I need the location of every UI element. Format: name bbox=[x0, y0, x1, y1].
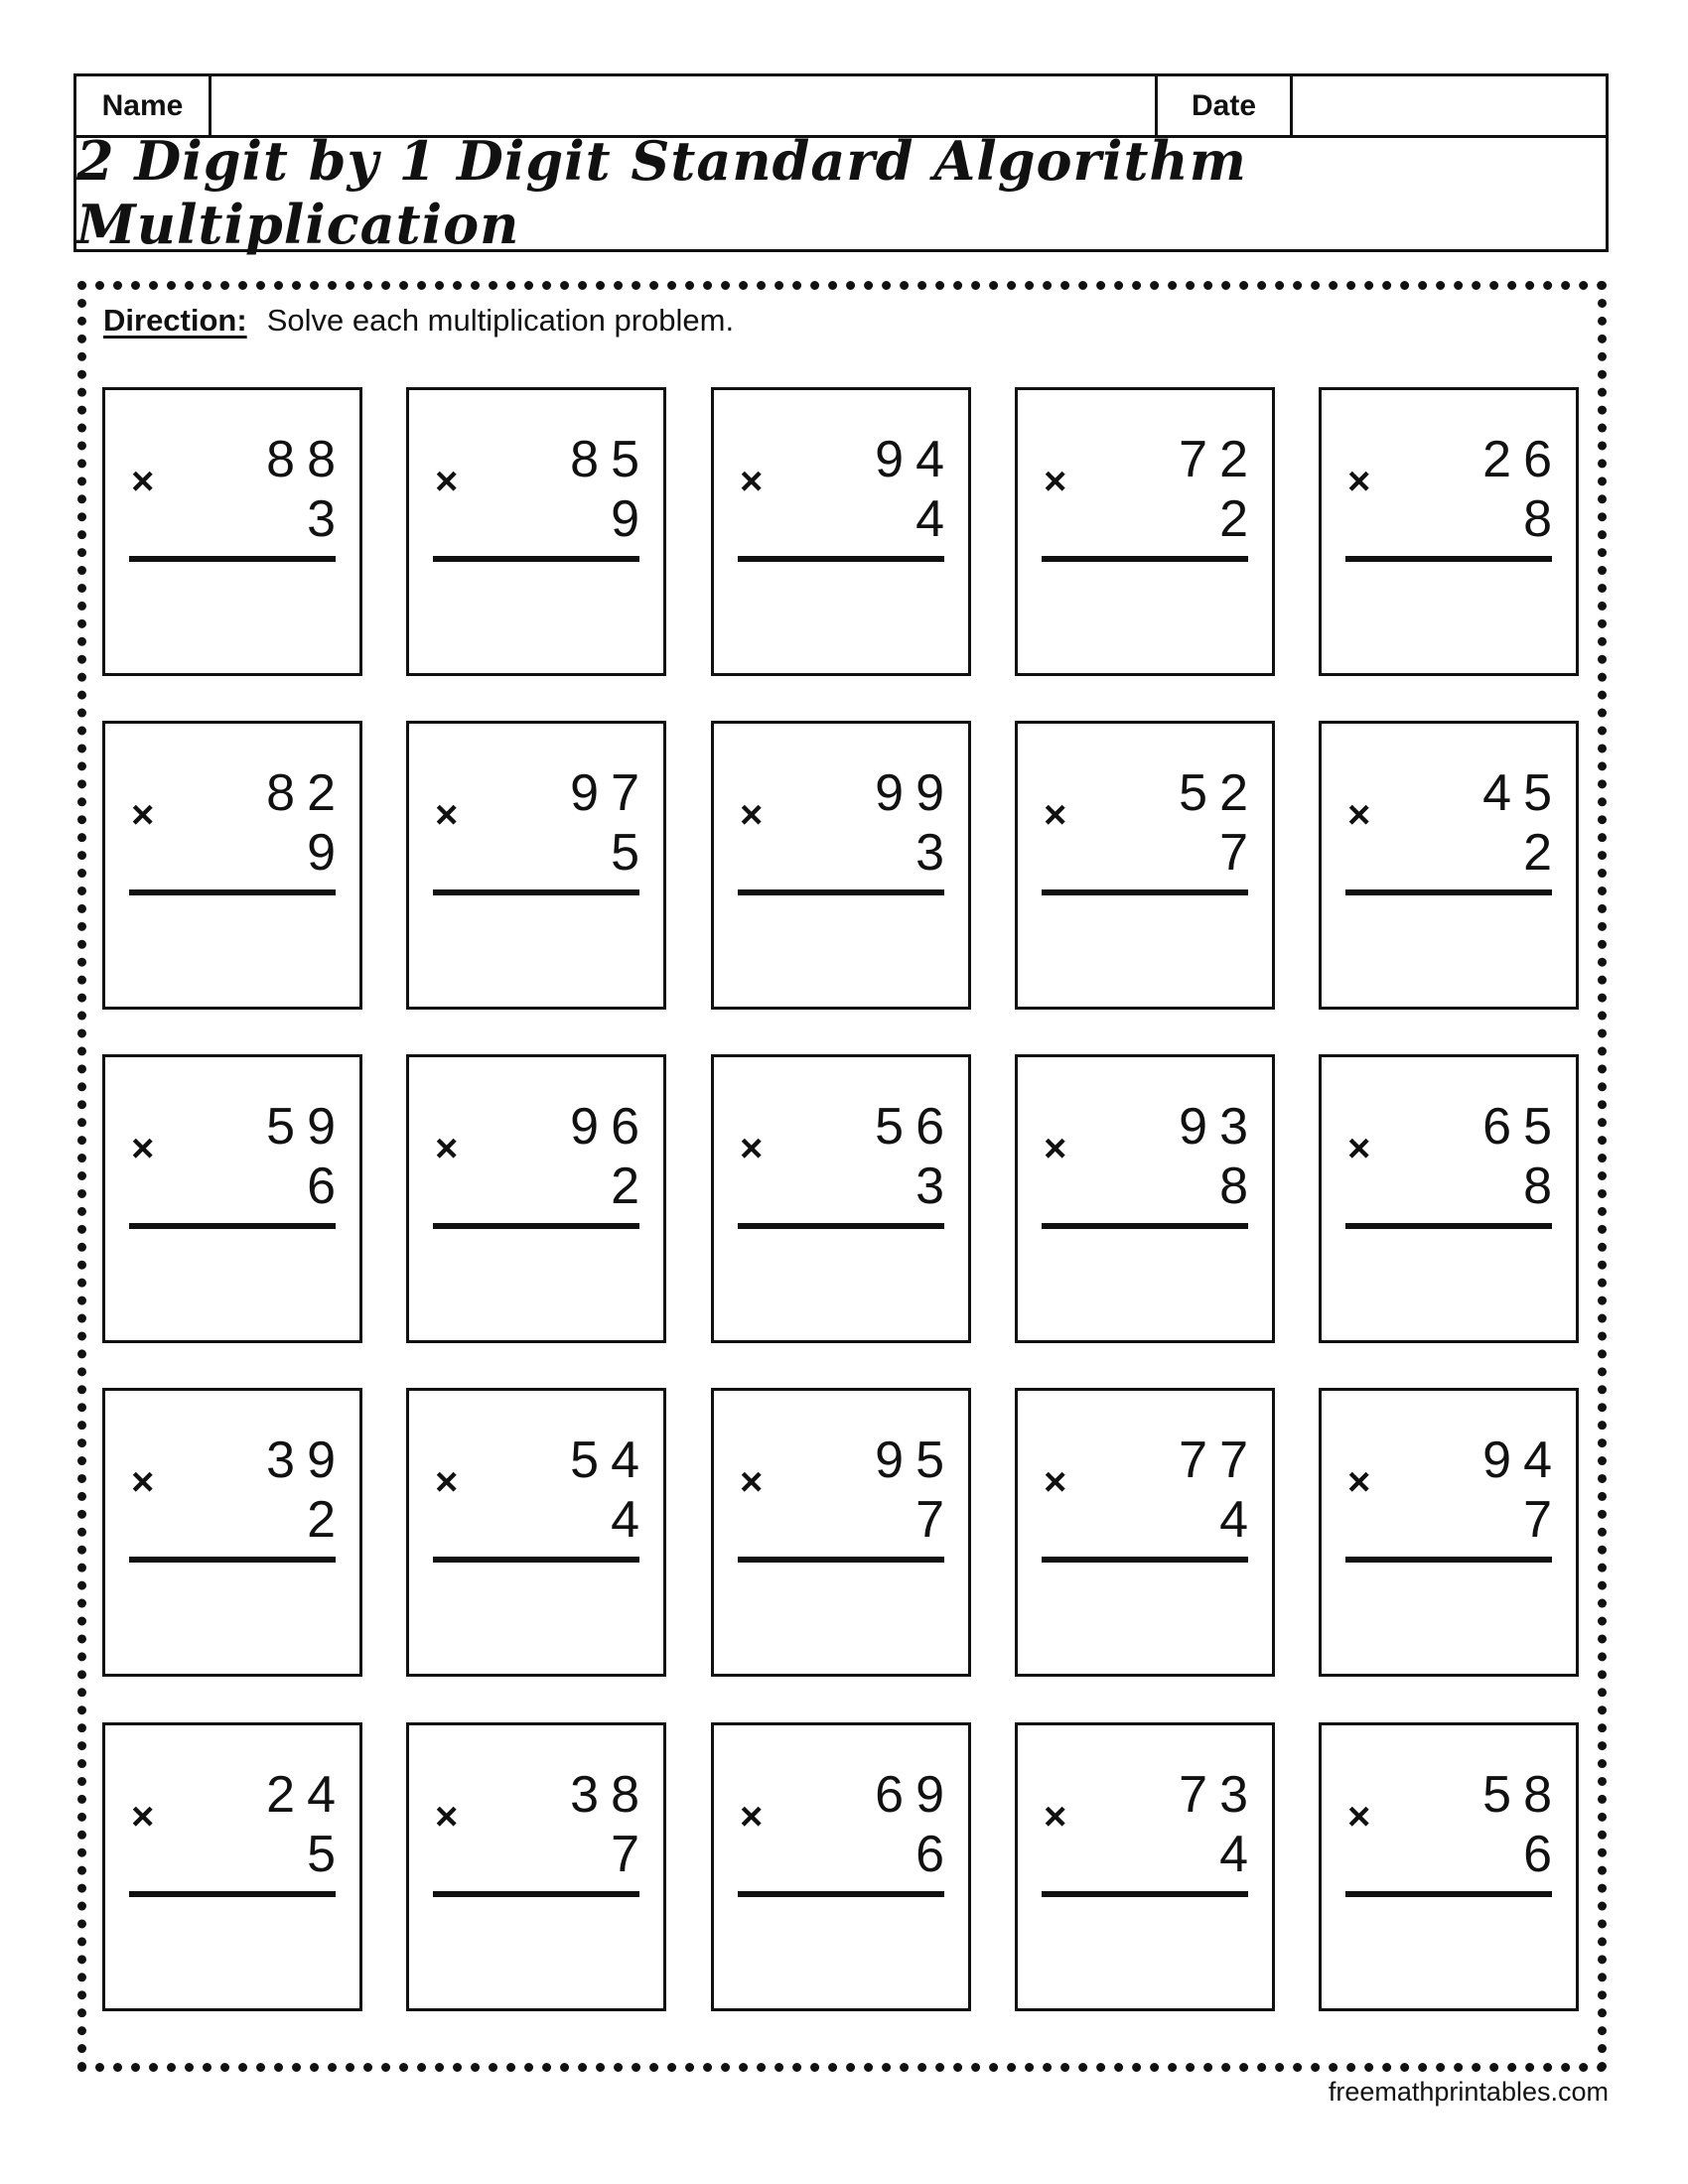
multiplicand: 96 bbox=[570, 1098, 651, 1156]
multiply-sign: × bbox=[1044, 1795, 1067, 1839]
problem-box[interactable] bbox=[711, 721, 971, 1010]
multiply-sign: × bbox=[131, 1795, 155, 1839]
multiplicand: 73 bbox=[1179, 1766, 1260, 1824]
date-field[interactable] bbox=[1293, 76, 1606, 135]
multiplier: 7 bbox=[915, 1491, 956, 1549]
multiply-sign: × bbox=[435, 1795, 459, 1839]
date-label: Date bbox=[1191, 88, 1257, 122]
multiplier: 2 bbox=[611, 1158, 651, 1215]
answer-line bbox=[433, 556, 639, 562]
multiplicand: 95 bbox=[875, 1432, 956, 1489]
direction-label: Direction: bbox=[103, 303, 247, 338]
multiply-sign: × bbox=[1347, 1127, 1371, 1170]
answer-line bbox=[1042, 889, 1248, 895]
multiplicand: 26 bbox=[1482, 431, 1564, 488]
multiplier: 6 bbox=[1523, 1826, 1564, 1883]
multiply-sign: × bbox=[435, 1460, 459, 1504]
multiplicand: 54 bbox=[570, 1432, 651, 1489]
multiply-sign: × bbox=[435, 793, 459, 837]
problem-box[interactable] bbox=[1015, 1722, 1275, 2011]
multiplier: 8 bbox=[1523, 1158, 1564, 1215]
problem-box[interactable] bbox=[102, 387, 362, 676]
multiplier: 9 bbox=[307, 824, 348, 882]
answer-line bbox=[1042, 556, 1248, 562]
problem-box[interactable] bbox=[406, 1054, 666, 1343]
multiply-sign: × bbox=[1347, 1795, 1371, 1839]
multiplicand: 69 bbox=[875, 1766, 956, 1824]
multiplier: 4 bbox=[1219, 1826, 1260, 1883]
multiply-sign: × bbox=[131, 1460, 155, 1504]
multiplicand: 85 bbox=[570, 431, 651, 488]
multiplier: 4 bbox=[1219, 1491, 1260, 1549]
problem-box[interactable] bbox=[711, 387, 971, 676]
answer-line bbox=[433, 1557, 639, 1563]
multiply-sign: × bbox=[131, 460, 155, 503]
multiplier: 7 bbox=[611, 1826, 651, 1883]
answer-line bbox=[1345, 556, 1552, 562]
multiplicand: 93 bbox=[1179, 1098, 1260, 1156]
answer-line bbox=[1042, 1557, 1248, 1563]
direction bbox=[103, 303, 734, 339]
multiplier: 7 bbox=[1219, 824, 1260, 882]
multiplicand: 59 bbox=[266, 1098, 348, 1156]
problem-box[interactable] bbox=[102, 1388, 362, 1677]
multiply-sign: × bbox=[1347, 460, 1371, 503]
problem-box[interactable] bbox=[102, 1054, 362, 1343]
multiplicand: 88 bbox=[266, 431, 348, 488]
answer-line bbox=[738, 1223, 944, 1229]
problem-box[interactable] bbox=[1319, 387, 1579, 676]
multiplier: 5 bbox=[611, 824, 651, 882]
multiplier: 2 bbox=[1523, 824, 1564, 882]
problem-box[interactable] bbox=[1319, 1388, 1579, 1677]
multiplicand: 82 bbox=[266, 764, 348, 822]
multiplicand: 24 bbox=[266, 1766, 348, 1824]
multiplier: 3 bbox=[915, 824, 956, 882]
problem-box[interactable] bbox=[1015, 721, 1275, 1010]
problem-box[interactable] bbox=[711, 1054, 971, 1343]
answer-line bbox=[1345, 1223, 1552, 1229]
multiplier: 6 bbox=[307, 1158, 348, 1215]
answer-line bbox=[1042, 1223, 1248, 1229]
worksheet-header bbox=[73, 73, 1609, 256]
multiply-sign: × bbox=[131, 1127, 155, 1170]
multiply-sign: × bbox=[1044, 1460, 1067, 1504]
multiplier: 4 bbox=[611, 1491, 651, 1549]
answer-line bbox=[433, 889, 639, 895]
multiply-sign: × bbox=[1044, 460, 1067, 503]
answer-line bbox=[129, 556, 336, 562]
answer-line bbox=[738, 556, 944, 562]
problem-box[interactable] bbox=[711, 1722, 971, 2011]
answer-line bbox=[738, 889, 944, 895]
name-label-cell bbox=[76, 76, 211, 135]
multiplicand: 77 bbox=[1179, 1432, 1260, 1489]
multiplicand: 52 bbox=[1179, 764, 1260, 822]
multiplier: 4 bbox=[915, 490, 956, 548]
multiplier: 9 bbox=[611, 490, 651, 548]
page-title: 2 Digit by 1 Digit Standard Algorithm Multiplication bbox=[76, 128, 1247, 256]
direction-text: Solve each multiplication problem. bbox=[266, 303, 735, 338]
name-label: Name bbox=[101, 88, 184, 122]
answer-line bbox=[1345, 1891, 1552, 1897]
multiplier: 5 bbox=[307, 1826, 348, 1883]
date-label-cell bbox=[1158, 76, 1293, 135]
multiplier: 2 bbox=[307, 1491, 348, 1549]
multiplicand: 99 bbox=[875, 764, 956, 822]
multiplicand: 94 bbox=[1482, 1432, 1564, 1489]
multiplicand: 94 bbox=[875, 431, 956, 488]
name-field[interactable] bbox=[211, 76, 1158, 135]
problem-box[interactable] bbox=[406, 1722, 666, 2011]
answer-line bbox=[129, 1557, 336, 1563]
problem-box[interactable] bbox=[1319, 1722, 1579, 2011]
answer-line bbox=[433, 1223, 639, 1229]
multiplicand: 45 bbox=[1482, 764, 1564, 822]
multiply-sign: × bbox=[740, 1460, 764, 1504]
problem-box[interactable] bbox=[1015, 1054, 1275, 1343]
multiply-sign: × bbox=[740, 793, 764, 837]
answer-line bbox=[1345, 1557, 1552, 1563]
multiplicand: 38 bbox=[570, 1766, 651, 1824]
problem-box[interactable] bbox=[406, 387, 666, 676]
problem-box[interactable] bbox=[1319, 721, 1579, 1010]
problem-box[interactable] bbox=[406, 721, 666, 1010]
multiplicand: 65 bbox=[1482, 1098, 1564, 1156]
multiply-sign: × bbox=[740, 1795, 764, 1839]
answer-line bbox=[738, 1891, 944, 1897]
multiply-sign: × bbox=[435, 460, 459, 503]
problem-box[interactable] bbox=[1015, 387, 1275, 676]
multiply-sign: × bbox=[740, 1127, 764, 1170]
problem-box[interactable] bbox=[711, 1388, 971, 1677]
multiplier: 6 bbox=[915, 1826, 956, 1883]
footer-website: freemathprintables.com bbox=[1328, 2077, 1609, 2107]
answer-line bbox=[1042, 1891, 1248, 1897]
multiply-sign: × bbox=[1044, 793, 1067, 837]
problem-box[interactable] bbox=[102, 1722, 362, 2011]
multiply-sign: × bbox=[131, 793, 155, 837]
multiplier: 2 bbox=[1219, 490, 1260, 548]
problem-box[interactable] bbox=[1015, 1388, 1275, 1677]
multiplier: 3 bbox=[915, 1158, 956, 1215]
multiplicand: 56 bbox=[875, 1098, 956, 1156]
multiplicand: 97 bbox=[570, 764, 651, 822]
answer-line bbox=[433, 1891, 639, 1897]
answer-line bbox=[129, 1223, 336, 1229]
multiplier: 3 bbox=[307, 490, 348, 548]
answer-line bbox=[738, 1557, 944, 1563]
problem-box[interactable] bbox=[1319, 1054, 1579, 1343]
multiply-sign: × bbox=[1044, 1127, 1067, 1170]
multiplicand: 39 bbox=[266, 1432, 348, 1489]
answer-line bbox=[129, 1891, 336, 1897]
problem-box[interactable] bbox=[102, 721, 362, 1010]
multiplicand: 58 bbox=[1482, 1766, 1564, 1824]
answer-line bbox=[1345, 889, 1552, 895]
multiplicand: 72 bbox=[1179, 431, 1260, 488]
multiply-sign: × bbox=[740, 460, 764, 503]
multiplier: 7 bbox=[1523, 1491, 1564, 1549]
multiply-sign: × bbox=[1347, 1460, 1371, 1504]
answer-line bbox=[129, 889, 336, 895]
multiply-sign: × bbox=[435, 1127, 459, 1170]
multiply-sign: × bbox=[1347, 793, 1371, 837]
multiplier: 8 bbox=[1219, 1158, 1260, 1215]
multiplier: 8 bbox=[1523, 490, 1564, 548]
title-row bbox=[76, 128, 1606, 256]
problem-box[interactable] bbox=[406, 1388, 666, 1677]
